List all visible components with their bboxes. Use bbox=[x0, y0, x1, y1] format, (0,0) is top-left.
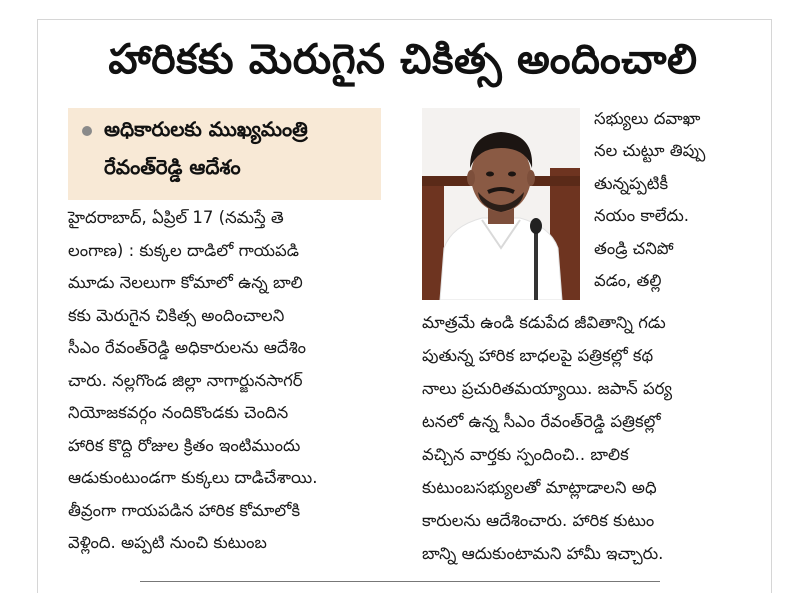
text-line: లంగాణ) : కుక్కల దాడిలో గాయపడి bbox=[68, 240, 299, 260]
text-line: వచ్చిన వార్తకు స్పందించి.. బాలిక bbox=[422, 445, 629, 464]
text-line: కుటుంబసభ్యులతో మాట్లాడాలని అధి bbox=[422, 478, 657, 497]
text-line: తున్నప్పటికీ bbox=[594, 173, 669, 193]
text-line: పుతున్న హారిక బాధలపై పత్రికల్లో కథ bbox=[422, 346, 654, 365]
text-line: టనలో ఉన్న సీఎం రేవంత్‌రెడ్డి పత్రికల్లో bbox=[422, 412, 661, 431]
person-photo bbox=[422, 108, 580, 300]
text-line: మాత్రమే ఉండి కడుపేద జీవితాన్ని గడు bbox=[422, 313, 666, 332]
text-line: తండ్రి చనిపో bbox=[594, 238, 674, 258]
person-portrait-icon bbox=[422, 108, 580, 300]
text-line: వడం, తల్లి bbox=[594, 271, 662, 290]
bullet-icon bbox=[82, 126, 92, 136]
text-line: కకు మెరుగైన చికిత్స అందించాలని bbox=[68, 305, 285, 325]
text-line: వెళ్లింది. అప్పటి నుంచి కుటుంబ bbox=[68, 533, 267, 552]
text-line: సభ్యులు దవాఖా bbox=[594, 109, 701, 128]
headline: హారికకు మెరుగైన చికిత్స అందించాలి bbox=[108, 35, 698, 83]
text-line: హైదరాబాద్‌, ఏప్రిల్‌ 17 (నమస్తే తె bbox=[68, 208, 284, 227]
text-line: నయం కాలేదు. bbox=[594, 206, 690, 226]
text-line: మూడు నెలలుగా కోమాలో ఉన్న బాలి bbox=[68, 273, 303, 292]
text-line: చారు. నల్లగొండ జిల్లా నాగార్జునసాగర్‌ bbox=[68, 370, 303, 390]
divider-line bbox=[140, 581, 660, 582]
text-line: బాన్ని ఆదుకుంటామని హామీ ఇచ్చారు. bbox=[422, 544, 664, 563]
text-line: కారులను ఆదేశించారు. హారిక కుటుం bbox=[422, 511, 655, 530]
subheading-line: రేవంత్‌రెడ్డి ఆదేశం bbox=[104, 155, 241, 179]
text-line: సీఎం రేవంత్‌రెడ్డి అధికారులను ఆదేశిం bbox=[68, 338, 307, 357]
text-line: హారిక కొద్ది రోజుల క్రితం ఇంటిముందు bbox=[68, 435, 301, 455]
text-line: నియోజకవర్గం నందికొండకు చెందిన bbox=[68, 403, 289, 422]
text-line: నాలు ప్రచురితమయ్యాయి. జపాన్‌ పర్య bbox=[422, 379, 673, 398]
text-line: తీవ్రంగా గాయపడిన హారిక కోమాలోకి bbox=[68, 500, 301, 520]
text-line: ఆడుకుంటుండగా కుక్కలు దాడిచేశాయి. bbox=[68, 468, 318, 487]
text-line: నల చుట్టూ తిప్పు bbox=[594, 141, 706, 161]
subheading-line: అధికారులకు ముఖ్యమంత్రి bbox=[104, 117, 308, 141]
